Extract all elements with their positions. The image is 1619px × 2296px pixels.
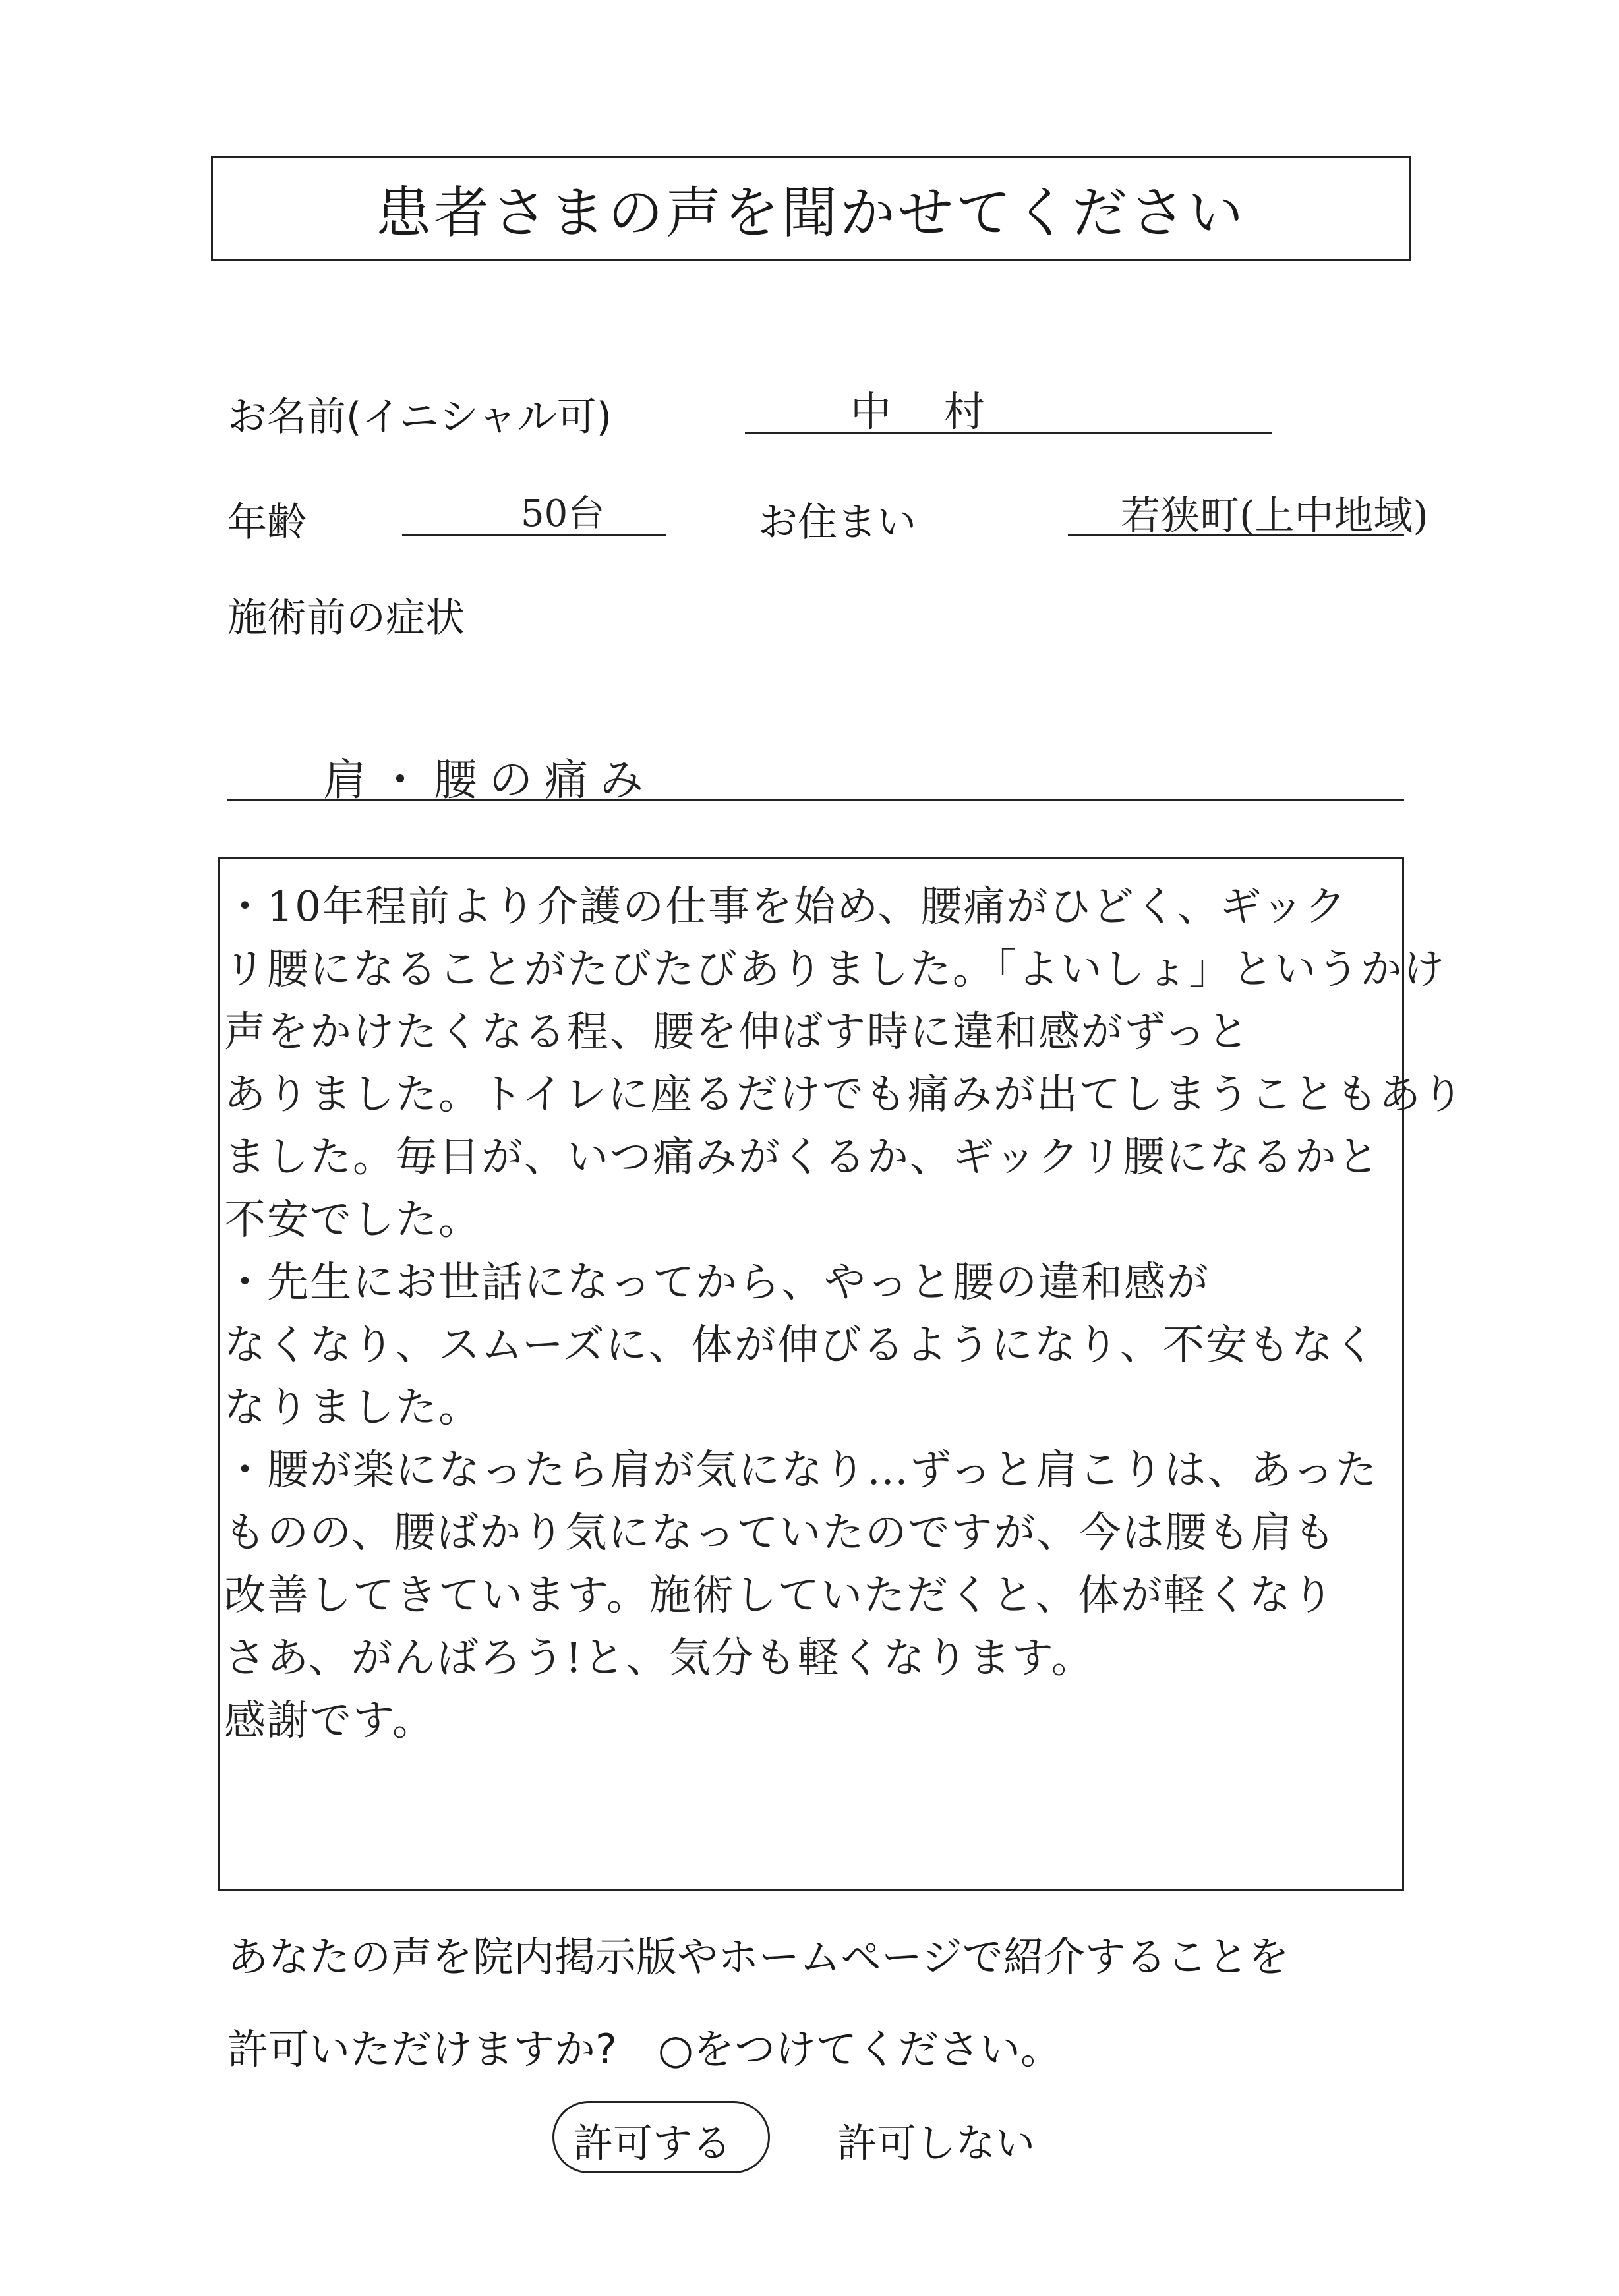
comment-line: ・先生にお世話になってから、やっと腰の違和感が [224, 1258, 1210, 1306]
comment-line: さあ、がんばろう!と、気分も軽くなります。 [224, 1634, 1094, 1682]
name-value: 中 村 [850, 387, 1005, 436]
symptoms-value: 肩・腰の痛み [323, 755, 655, 805]
comment-line: ・腰が楽になったら肩が気になり…ずっと肩こりは、あった [224, 1446, 1378, 1494]
symptoms-label: 施術前の症状 [227, 595, 465, 641]
comment-line: 不安でした。 [224, 1195, 481, 1244]
comment-line: 声をかけたくなる程、腰を伸ばす時に違和感がずっと [224, 1008, 1251, 1056]
address-value: 若狭町(上中地域) [1121, 493, 1428, 539]
consent-question-line2: 許可いただけますか? ○をつけてください。 [227, 2025, 1062, 2073]
form-title: 患者さまの声を聞かせてください [211, 156, 1411, 261]
age-label: 年齢 [227, 500, 307, 546]
comment-line: 感謝です。 [224, 1696, 435, 1744]
comment-line: ものの、腰ばかり気になっていたのですが、今は腰も肩も [224, 1508, 1337, 1557]
comment-line: ました。毎日が、いつ痛みがくるか、ギックリ腰になるかと [224, 1133, 1380, 1181]
comment-line: なりました。 [224, 1383, 481, 1431]
comment-line: ありました。トイレに座るだけでも痛みが出てしまうこともあり [224, 1070, 1465, 1118]
comment-line: リ腰になることがたびたびありました。「よいしょ」というかけ [224, 945, 1446, 993]
age-value: 50台 [521, 492, 605, 535]
comment-line: 改善してきています。施術していただくと、体が軽くなり [224, 1571, 1335, 1619]
consent-question-line1: あなたの声を院内掲示版やホームページで紹介することを [227, 1933, 1289, 1981]
comment-line: ・10年程前より介護の仕事を始め、腰痛がひどく、ギック [224, 882, 1348, 931]
address-label: お住まい [758, 500, 916, 546]
name-label: お名前(イニシャル可) [227, 394, 612, 440]
name-underline [745, 432, 1272, 434]
deny-option[interactable]: 許可しない [837, 2121, 1035, 2167]
comment-line: なくなり、スムーズに、体が伸びるようになり、不安もなく [224, 1321, 1377, 1369]
allow-option[interactable]: 許可する [574, 2121, 732, 2167]
